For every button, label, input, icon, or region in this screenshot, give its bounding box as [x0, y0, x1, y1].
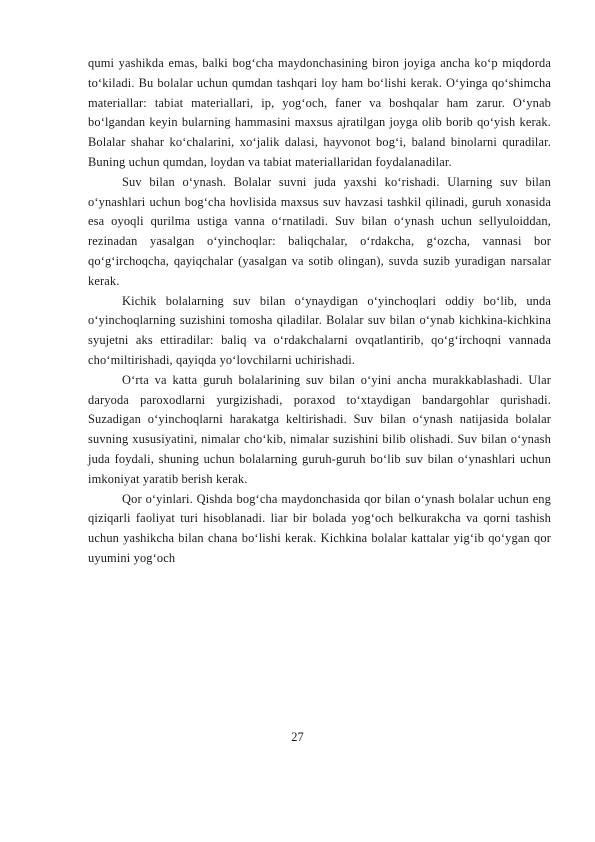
paragraph-sand-play-continued: qumi yashikda emas, balki bog‘cha maydonchasining biron joyiga ancha ko‘p miqdorda to‘kiladi. Bu bolalar uchun qumdan tashqari loy ham bo‘lishi kerak. O‘yinga qo‘shimcha materiallar: tabiat materiallari, ip, yog‘och, faner va boshqalar ham zarur. O‘ynab bo‘lgandan keyin bularning hammasini maxsus ajratilgan joyga olib borib qo‘yish kerak. Bolalar shahar ko‘chalarini, xo‘jalik dalasi, hayvonot bog‘i, baland binolarni quradilar. Buning uchun qumdan, loydan va tabiat materiallaridan foydalanadilar.	[88, 56, 551, 169]
paragraph-snow-games: Qor o‘yinlari. Qishda bog‘cha maydonchasida qor bilan o‘ynash bolalar uchun eng qiziqarli faoliyat turi hisoblanadi. liar bir bolada yog‘och belkurakcha va qorni tashish uchun yashikcha bilan chana bo‘lishi kerak. Kichkina bolalar kattalar yig‘ib qo‘ygan qor uyumini yog‘och	[88, 491, 551, 565]
page-number: 27	[291, 730, 304, 744]
paragraph-young-children-water: Kichik bolalarning suv bilan o‘ynaydigan o‘yinchoqlari oddiy bo‘lib, unda o‘yinchoqlarning suzishini tomosha qiladilar. Bolalar suv bilan o‘ynab kichkina-kichkina syujetni aks ettiradilar: baliq va o‘rdakchalarni ovqatlantirib, qo‘g‘irchoqni vannada cho‘miltirishadi, qayiqda yo‘lovchilarni uchirishadi.	[88, 293, 551, 367]
paragraph-water-play: Suv bilan o‘ynash. Bolalar suvni juda yaxshi ko‘rishadi. Ularning suv bilan o‘ynashlari uchun bog‘cha hovlisida maxsus suv havzasi tashkil qilinadi, guruh xonasida esa oyoqli qurilma ustiga vanna o‘rnatiladi. Suv bilan o‘ynash uchun sellyuloiddan, rezinadan yasalgan o‘yinchoqlar: baliqchalar, o‘rdakcha, g‘ozcha, vannasi bor qo‘g‘irchoqcha, qayiqchalar (yasalgan va sotib olingan), suvda suzib yuradigan narsalar kerak.	[88, 174, 551, 288]
paragraph-older-groups-water: O‘rta va katta guruh bolalarining suv bilan o‘yini ancha murakkablashadi. Ular daryoda paroxodlarni yurgizishadi, poraxod to‘xtaydigan bandargohlar qurishadi. Suzadigan o‘yinchoqlarni harakatga keltirishadi. Suv bilan o‘ynash natijasida bolalar suvning xususiyatini, nimalar cho‘kib, nimalar suzishini bilib olishadi. Suv bilan o‘ynash juda foydali, shuning uchun bolalarning guruh-guruh bo‘lib suv bilan o‘ynashlari uchun imkoniyat yaratib berish kerak.	[88, 372, 551, 486]
document-body	[88, 54, 551, 569]
